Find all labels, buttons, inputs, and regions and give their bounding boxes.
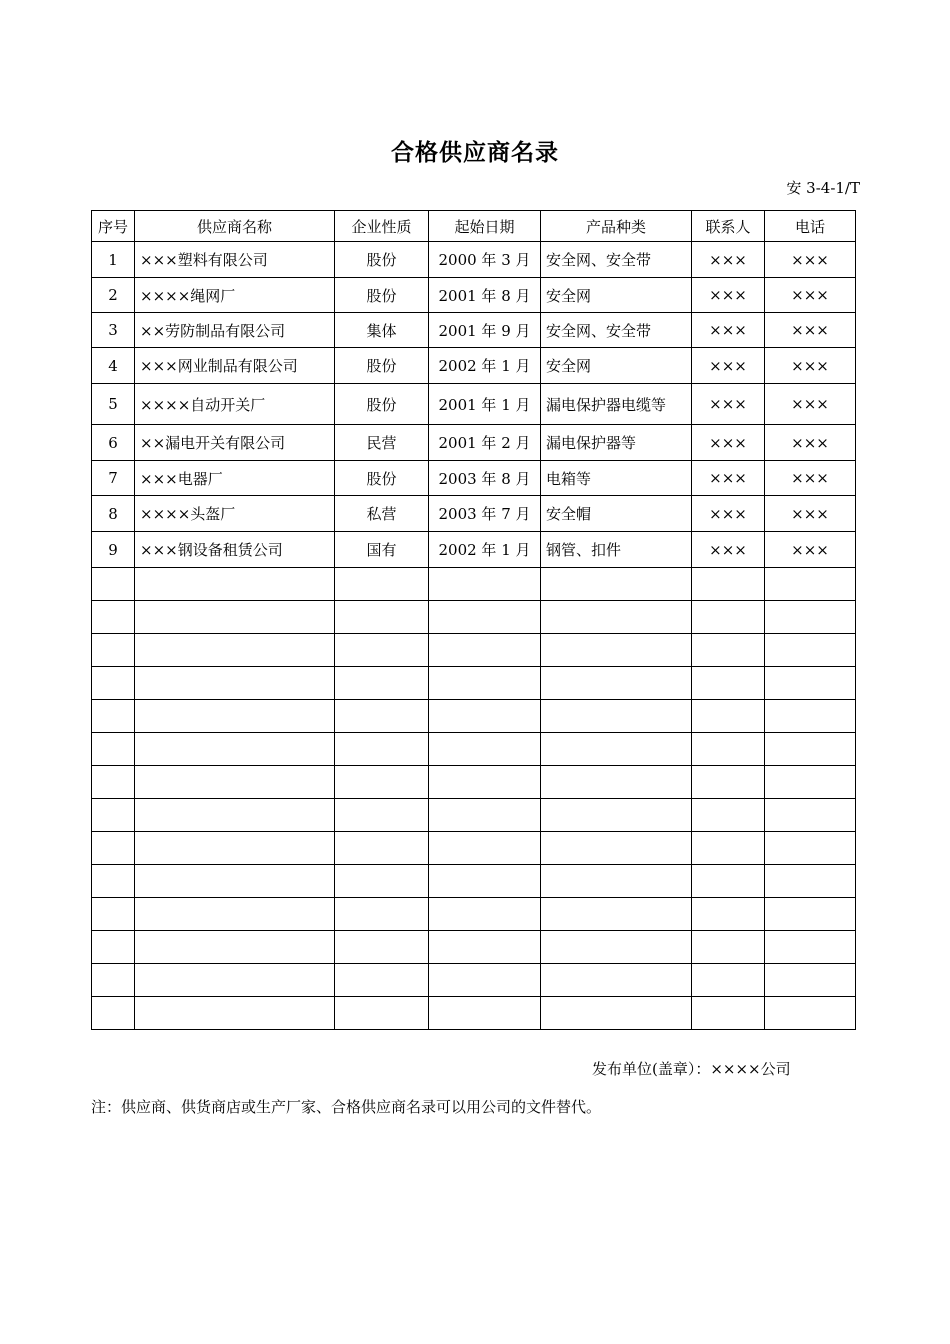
table-row (92, 278, 856, 313)
cell-index: 6 (92, 425, 135, 461)
empty-cell (335, 865, 429, 898)
empty-cell (692, 964, 765, 997)
empty-cell (765, 568, 856, 601)
empty-cell (335, 766, 429, 799)
cell-product-type: 钢管、扣件 (541, 532, 692, 568)
empty-cell (765, 964, 856, 997)
cell-product-type: 安全网 (541, 348, 692, 384)
empty-cell (429, 799, 541, 832)
empty-table-row (92, 832, 856, 865)
cell-contact: ××× (692, 461, 765, 496)
table-body (92, 242, 856, 1030)
cell-supplier-name: ××××头盔厂 (135, 496, 335, 532)
header-phone: 电话 (765, 211, 856, 242)
empty-cell (135, 766, 335, 799)
empty-cell (135, 832, 335, 865)
cell-enterprise-type: 股份 (335, 384, 429, 425)
cell-contact: ××× (692, 242, 765, 278)
cell-phone: ××× (765, 496, 856, 532)
empty-cell (541, 832, 692, 865)
empty-cell (135, 997, 335, 1030)
empty-cell (135, 568, 335, 601)
cell-product-type: 安全帽 (541, 496, 692, 532)
table-header-row (92, 211, 856, 242)
empty-cell (92, 568, 135, 601)
empty-cell (92, 766, 135, 799)
empty-cell (765, 601, 856, 634)
empty-cell (335, 601, 429, 634)
cell-enterprise-type: 股份 (335, 461, 429, 496)
empty-cell (541, 601, 692, 634)
cell-index: 2 (92, 278, 135, 313)
empty-cell (541, 700, 692, 733)
empty-cell (692, 700, 765, 733)
empty-cell (335, 634, 429, 667)
empty-cell (135, 634, 335, 667)
empty-cell (135, 931, 335, 964)
empty-cell (692, 568, 765, 601)
cell-start-date: 2001 年 1 月 (429, 384, 541, 425)
cell-index: 1 (92, 242, 135, 278)
empty-cell (92, 832, 135, 865)
empty-cell (692, 766, 765, 799)
cell-supplier-name: ×××塑料有限公司 (135, 242, 335, 278)
cell-contact: ××× (692, 348, 765, 384)
empty-cell (541, 865, 692, 898)
empty-table-row (92, 799, 856, 832)
empty-cell (92, 898, 135, 931)
header-product-type: 产品种类 (541, 211, 692, 242)
empty-cell (429, 733, 541, 766)
empty-cell (429, 832, 541, 865)
empty-cell (135, 964, 335, 997)
empty-cell (765, 700, 856, 733)
header-enterprise-type: 企业性质 (335, 211, 429, 242)
empty-cell (765, 799, 856, 832)
empty-cell (541, 997, 692, 1030)
table-row (92, 348, 856, 384)
empty-cell (765, 733, 856, 766)
empty-cell (429, 865, 541, 898)
cell-index: 4 (92, 348, 135, 384)
table-row (92, 242, 856, 278)
empty-cell (335, 898, 429, 931)
cell-phone: ××× (765, 532, 856, 568)
cell-enterprise-type: 集体 (335, 313, 429, 348)
empty-cell (335, 931, 429, 964)
empty-cell (541, 766, 692, 799)
cell-enterprise-type: 股份 (335, 348, 429, 384)
empty-cell (92, 700, 135, 733)
empty-cell (765, 667, 856, 700)
cell-supplier-name: ××劳防制品有限公司 (135, 313, 335, 348)
cell-contact: ××× (692, 425, 765, 461)
empty-cell (335, 700, 429, 733)
cell-product-type: 安全网 (541, 278, 692, 313)
cell-enterprise-type: 国有 (335, 532, 429, 568)
empty-cell (135, 898, 335, 931)
empty-cell (692, 898, 765, 931)
form-code: 安 3-4-1/T (786, 179, 860, 197)
table-row (92, 313, 856, 348)
empty-cell (765, 997, 856, 1030)
empty-cell (135, 799, 335, 832)
cell-enterprise-type: 私营 (335, 496, 429, 532)
header-contact: 联系人 (692, 211, 765, 242)
empty-cell (429, 700, 541, 733)
empty-cell (692, 832, 765, 865)
empty-cell (135, 733, 335, 766)
cell-contact: ××× (692, 532, 765, 568)
empty-cell (429, 667, 541, 700)
empty-cell (541, 931, 692, 964)
cell-enterprise-type: 股份 (335, 278, 429, 313)
empty-cell (335, 997, 429, 1030)
empty-cell (692, 997, 765, 1030)
cell-start-date: 2002 年 1 月 (429, 532, 541, 568)
empty-cell (692, 865, 765, 898)
empty-cell (765, 634, 856, 667)
empty-cell (429, 766, 541, 799)
empty-cell (92, 799, 135, 832)
empty-cell (92, 601, 135, 634)
empty-cell (541, 733, 692, 766)
cell-supplier-name: ×××电器厂 (135, 461, 335, 496)
cell-supplier-name: ×××钢设备租赁公司 (135, 532, 335, 568)
empty-cell (429, 964, 541, 997)
empty-cell (335, 832, 429, 865)
cell-start-date: 2001 年 8 月 (429, 278, 541, 313)
empty-cell (429, 568, 541, 601)
cell-start-date: 2003 年 7 月 (429, 496, 541, 532)
empty-cell (541, 964, 692, 997)
cell-phone: ××× (765, 348, 856, 384)
footnote: 注：供应商、供货商店或生产厂家、合格供应商名录可以用公司的文件替代。 (91, 1098, 602, 1116)
empty-cell (135, 601, 335, 634)
empty-cell (541, 799, 692, 832)
cell-contact: ××× (692, 313, 765, 348)
cell-start-date: 2001 年 9 月 (429, 313, 541, 348)
cell-supplier-name: ××××自动开关厂 (135, 384, 335, 425)
empty-cell (692, 667, 765, 700)
table-row (92, 425, 856, 461)
cell-supplier-name: ××漏电开关有限公司 (135, 425, 335, 461)
empty-cell (335, 733, 429, 766)
empty-cell (92, 667, 135, 700)
cell-start-date: 2003 年 8 月 (429, 461, 541, 496)
cell-index: 5 (92, 384, 135, 425)
empty-table-row (92, 634, 856, 667)
empty-table-row (92, 931, 856, 964)
empty-cell (541, 898, 692, 931)
cell-supplier-name: ×××网业制品有限公司 (135, 348, 335, 384)
cell-phone: ××× (765, 313, 856, 348)
cell-index: 8 (92, 496, 135, 532)
empty-cell (335, 568, 429, 601)
table-row (92, 496, 856, 532)
empty-cell (92, 733, 135, 766)
issuer-line: 发布单位(盖章）：××××公司 (592, 1060, 791, 1078)
cell-product-type: 漏电保护器电缆等 (541, 384, 692, 425)
empty-cell (429, 898, 541, 931)
empty-cell (92, 634, 135, 667)
empty-cell (135, 865, 335, 898)
cell-product-type: 安全网、安全带 (541, 313, 692, 348)
cell-supplier-name: ××××绳网厂 (135, 278, 335, 313)
cell-phone: ××× (765, 425, 856, 461)
empty-cell (135, 667, 335, 700)
empty-cell (541, 568, 692, 601)
empty-cell (541, 667, 692, 700)
cell-phone: ××× (765, 384, 856, 425)
empty-cell (92, 865, 135, 898)
header-supplier-name: 供应商名称 (135, 211, 335, 242)
cell-enterprise-type: 股份 (335, 242, 429, 278)
empty-table-row (92, 766, 856, 799)
header-index: 序号 (92, 211, 135, 242)
empty-cell (692, 601, 765, 634)
empty-table-row (92, 865, 856, 898)
empty-table-row (92, 898, 856, 931)
table-row (92, 532, 856, 568)
cell-start-date: 2000 年 3 月 (429, 242, 541, 278)
empty-table-row (92, 667, 856, 700)
cell-contact: ××× (692, 496, 765, 532)
cell-phone: ××× (765, 242, 856, 278)
empty-cell (429, 634, 541, 667)
empty-cell (765, 931, 856, 964)
cell-start-date: 2002 年 1 月 (429, 348, 541, 384)
cell-index: 3 (92, 313, 135, 348)
empty-cell (335, 964, 429, 997)
empty-cell (335, 799, 429, 832)
empty-table-row (92, 568, 856, 601)
empty-cell (429, 601, 541, 634)
empty-cell (692, 733, 765, 766)
empty-cell (692, 799, 765, 832)
cell-contact: ××× (692, 278, 765, 313)
page-title: 合格供应商名录 (391, 140, 559, 166)
empty-cell (429, 931, 541, 964)
empty-table-row (92, 733, 856, 766)
empty-table-row (92, 601, 856, 634)
table-row (92, 461, 856, 496)
empty-cell (765, 865, 856, 898)
empty-cell (92, 964, 135, 997)
empty-cell (135, 700, 335, 733)
supplier-table (91, 210, 856, 1030)
empty-table-row (92, 700, 856, 733)
empty-table-row (92, 997, 856, 1030)
cell-phone: ××× (765, 461, 856, 496)
empty-cell (335, 667, 429, 700)
empty-table-row (92, 964, 856, 997)
table-row (92, 384, 856, 425)
empty-cell (692, 634, 765, 667)
cell-product-type: 安全网、安全带 (541, 242, 692, 278)
cell-index: 7 (92, 461, 135, 496)
empty-cell (429, 997, 541, 1030)
cell-enterprise-type: 民营 (335, 425, 429, 461)
cell-phone: ××× (765, 278, 856, 313)
empty-cell (541, 634, 692, 667)
cell-start-date: 2001 年 2 月 (429, 425, 541, 461)
empty-cell (765, 766, 856, 799)
empty-cell (692, 931, 765, 964)
cell-index: 9 (92, 532, 135, 568)
empty-cell (765, 832, 856, 865)
cell-contact: ××× (692, 384, 765, 425)
empty-cell (92, 997, 135, 1030)
header-start-date: 起始日期 (429, 211, 541, 242)
empty-cell (765, 898, 856, 931)
cell-product-type: 电箱等 (541, 461, 692, 496)
cell-product-type: 漏电保护器等 (541, 425, 692, 461)
empty-cell (92, 931, 135, 964)
